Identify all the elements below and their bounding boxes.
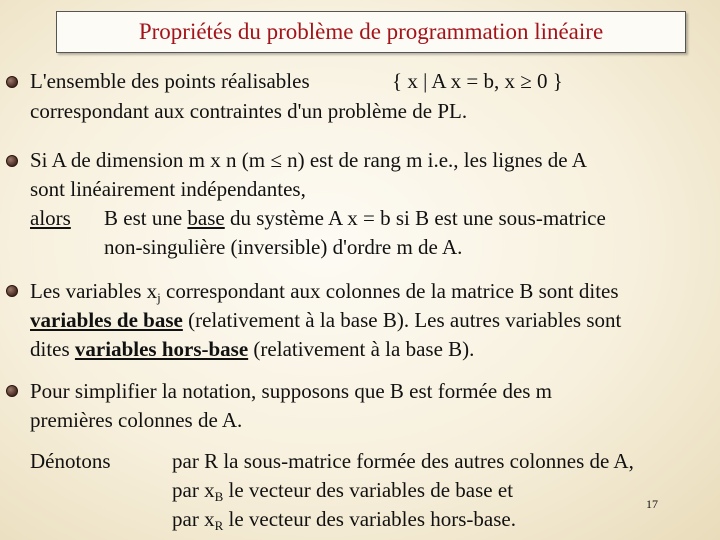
page-number: 17 <box>646 497 658 511</box>
denotons-line2-a: par x <box>172 478 215 502</box>
bullet2-line3 <box>104 208 606 229</box>
bullet2-line2: sont linéairement indépendantes, <box>30 177 306 201</box>
basic-variables-term: variables de base <box>30 308 183 332</box>
nonbasic-variables-term: variables hors-base <box>74 337 249 361</box>
bullet3-line2 <box>30 310 621 331</box>
bullet3-line1-b: correspondant aux colonnes de la matrice B sont dites <box>160 279 619 303</box>
slide-title: Propriétés du problème de programmation linéaire <box>138 19 604 44</box>
denotons-line2-b: le vecteur des variables de base et <box>223 478 514 502</box>
feasible-set-text: { x | A x = b, x ≥ 0 } <box>392 69 563 93</box>
bullet2-line4: non-singulière (inversible) d'ordre m de A. <box>104 235 463 259</box>
bullet-icon <box>6 155 18 167</box>
denotons-line2 <box>172 480 513 503</box>
denotons-line3-b: le vecteur des variables hors-base. <box>223 507 516 531</box>
bullet2-line3-alors <box>30 208 71 229</box>
feasible-set <box>392 71 563 92</box>
bullet2-line3-b: du système A x = b si B est une sous-matrice <box>224 206 606 230</box>
bullet1-line2: correspondant aux contraintes d'un problème de PL. <box>30 99 468 123</box>
bullet3-line3-rest: (relativement à la base B). <box>248 337 475 361</box>
denotons-line3 <box>172 509 516 532</box>
bullet2-line1: Si A de dimension m x n (m ≤ n) est de rang m i.e., les lignes de A <box>30 148 587 172</box>
bullet3-line1-a: Les variables x <box>30 279 158 303</box>
bullet3-line3-a: dites <box>30 337 75 361</box>
denotons-label: Dénotons <box>30 449 111 473</box>
denotons-line3-a: par x <box>172 507 215 531</box>
bullet-icon <box>6 385 18 397</box>
bullet4-line2: premières colonnes de A. <box>30 408 243 432</box>
bullet3-line3 <box>30 339 474 360</box>
base-term: base <box>187 206 225 230</box>
subscript-j: j <box>157 290 161 305</box>
bullet1-line1 <box>30 71 310 92</box>
alors-label: alors <box>30 206 71 230</box>
subscript-b: B <box>214 489 224 504</box>
title-box <box>56 11 686 53</box>
bullet4-line1: Pour simplifier la notation, supposons que B est formée des m <box>30 379 553 403</box>
bullet3-line2-rest: (relativement à la base B). Les autres variables sont <box>182 308 622 332</box>
denotons-line1: par R la sous-matrice formée des autres colonnes de A, <box>172 449 634 473</box>
bullet2-line3-a: B est une <box>104 206 188 230</box>
bullet-icon <box>6 285 18 297</box>
bullet-icon <box>6 76 18 88</box>
bullet3-line1 <box>30 281 619 304</box>
bullet1-text: L'ensemble des points réalisables <box>30 69 310 93</box>
subscript-r: R <box>214 518 224 533</box>
